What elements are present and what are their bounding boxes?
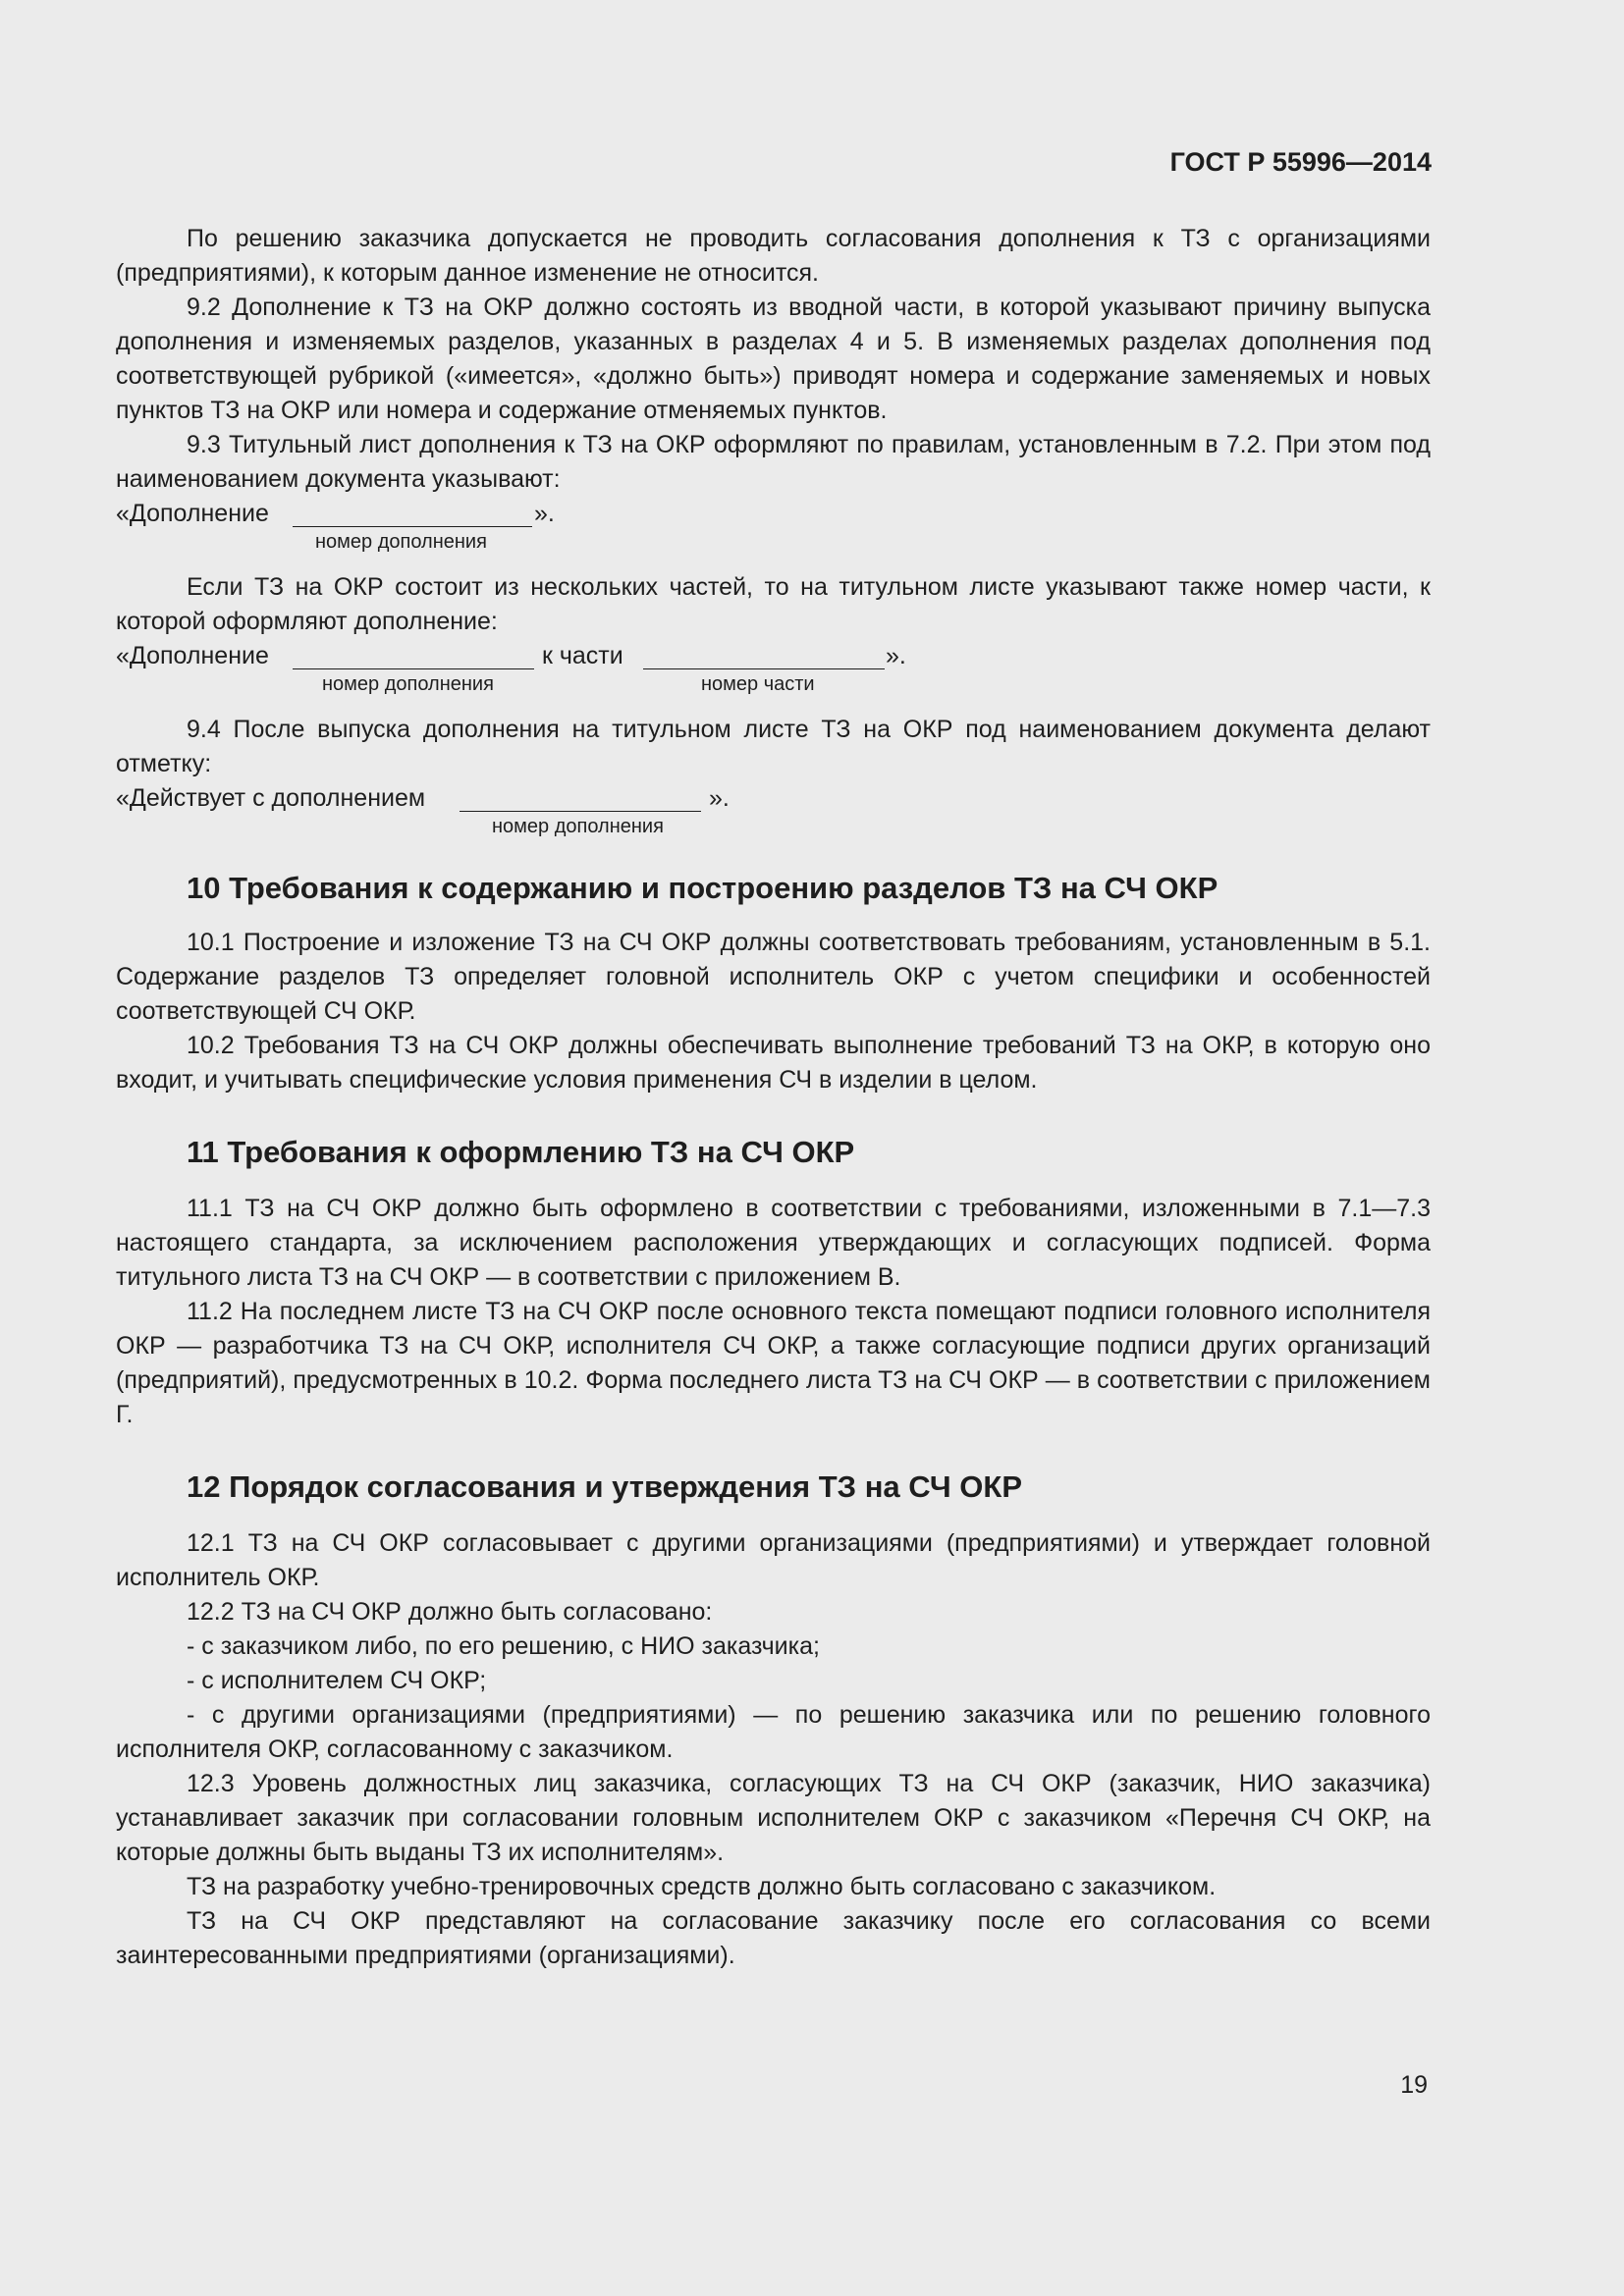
form-line-addendum-part bbox=[116, 639, 1431, 673]
form-prefix: «Действует с дополнением bbox=[116, 784, 426, 812]
paragraph-11-2: 11.2 На последнем листе ТЗ на СЧ ОКР после основного текста помещают подписи головного исполнителя ОКР — разработчика ТЗ на СЧ ОКР, исполнителя СЧ ОКР, а также согласующие подписи других организаций (предприятий), предусмотренных в 10.2. Форма последнего листа ТЗ на СЧ ОКР — в соответствии с приложением Г. bbox=[116, 1298, 1431, 1428]
paragraph-10-2: 10.2 Требования ТЗ на СЧ ОКР должны обеспечивать выполнение требований ТЗ на ОКР, в которую оно входит, и учитывать специфические условия применения СЧ в изделии в целом. bbox=[116, 1032, 1431, 1094]
paragraph-multipart: Если ТЗ на ОКР состоит из нескольких частей, то на титульном листе указывают также номер части, к которой оформляют дополнение: bbox=[116, 573, 1431, 635]
blank-field-line bbox=[643, 639, 885, 669]
list-item: - с другими организациями (предприятиями) — по решению заказчика или по решению головного исполнителя ОКР, согласованному с заказчиком. bbox=[116, 1701, 1431, 1763]
page-body bbox=[116, 222, 1431, 1973]
list-item: - с заказчиком либо, по его решению, с НИО заказчика; bbox=[187, 1632, 820, 1660]
paragraph-9-3: 9.3 Титульный лист дополнения к ТЗ на ОКР оформляют по правилам, установленным в 7.2. При этом под наименованием документа указывают: bbox=[116, 431, 1431, 493]
form-caption-row bbox=[116, 816, 1431, 841]
form-caption-row bbox=[116, 531, 1431, 557]
paragraph-submission: ТЗ на СЧ ОКР представляют на согласование заказчику после его согласования со всеми заинтересованными предприятиями (организациями). bbox=[116, 1907, 1431, 1969]
document-code-header: ГОСТ Р 55996—2014 bbox=[1169, 147, 1432, 177]
form-caption-row bbox=[116, 673, 1431, 699]
field-caption: номер дополнения bbox=[492, 816, 664, 837]
section-12-heading: 12 Порядок согласования и утверждения ТЗ на СЧ ОКР bbox=[187, 1469, 1023, 1504]
list-item: - с исполнителем СЧ ОКР; bbox=[187, 1667, 487, 1694]
paragraph-11-1: 11.1 ТЗ на СЧ ОКР должно быть оформлено в соответствии с требованиями, изложенными в 7.1—7.3 настоящего стандарта, за исключением расположения утверждающих и согласующих подписей. Форма титульного листа ТЗ на СЧ ОКР — в соответствии с приложением В. bbox=[116, 1195, 1431, 1291]
blank-field-line bbox=[293, 639, 534, 669]
page-number: 19 bbox=[1400, 2071, 1428, 2099]
blank-field-line bbox=[293, 497, 532, 527]
paragraph-9-2: 9.2 Дополнение к ТЗ на ОКР должно состоять из вводной части, в которой указывают причину выпуска дополнения и изменяемых разделов, указанных в разделах 4 и 5. В изменяемых разделах дополнения под соответствующей рубрикой («имеется», «должно быть») приводят номера и содержание заменяемых и новых пунктов ТЗ на ОКР или номера и содержание отменяемых пунктов. bbox=[116, 294, 1431, 424]
paragraph-9-4: 9.4 После выпуска дополнения на титульном листе ТЗ на ОКР под наименованием документа делают отметку: bbox=[116, 716, 1431, 777]
paragraph-12-2: 12.2 ТЗ на СЧ ОКР должно быть согласовано: bbox=[187, 1598, 713, 1626]
form-prefix: «Дополнение bbox=[116, 500, 269, 527]
form-prefix: «Дополнение bbox=[116, 642, 269, 669]
section-10-heading: 10 Требования к содержанию и построению разделов ТЗ на СЧ ОКР bbox=[187, 871, 1218, 905]
section-11-heading: 11 Требования к оформлению ТЗ на СЧ ОКР bbox=[187, 1135, 855, 1169]
field-caption: номер дополнения bbox=[322, 673, 494, 695]
form-middle: к части bbox=[542, 642, 623, 669]
field-caption: номер части bbox=[701, 673, 815, 695]
form-line-valid-with bbox=[116, 781, 1431, 816]
form-line-addendum bbox=[116, 497, 1431, 531]
paragraph-12-1: 12.1 ТЗ на СЧ ОКР согласовывает с другими организациями (предприятиями) и утверждает головной исполнитель ОКР. bbox=[116, 1529, 1431, 1591]
blank-field-line bbox=[460, 781, 701, 812]
form-suffix: ». bbox=[709, 784, 730, 812]
paragraph-approval-note: По решению заказчика допускается не проводить согласования дополнения к ТЗ с организациями (предприятиями), к которым данное изменение не относится. bbox=[116, 225, 1431, 287]
form-suffix: ». bbox=[534, 500, 555, 527]
field-caption: номер дополнения bbox=[315, 531, 487, 553]
form-suffix: ». bbox=[886, 642, 906, 669]
paragraph-12-3: 12.3 Уровень должностных лиц заказчика, согласующих ТЗ на СЧ ОКР (заказчик, НИО заказчика) устанавливает заказчик при согласовании головным исполнителем ОКР с заказчиком «Перечня СЧ ОКР, на которые должны быть выданы ТЗ их исполнителям». bbox=[116, 1770, 1431, 1866]
paragraph-training-means: ТЗ на разработку учебно-тренировочных средств должно быть согласовано с заказчиком. bbox=[187, 1873, 1217, 1900]
paragraph-10-1: 10.1 Построение и изложение ТЗ на СЧ ОКР должны соответствовать требованиям, установленным в 5.1. Содержание разделов ТЗ определяет головной исполнитель ОКР с учетом специфики и особенностей соответствующей СЧ ОКР. bbox=[116, 929, 1431, 1025]
